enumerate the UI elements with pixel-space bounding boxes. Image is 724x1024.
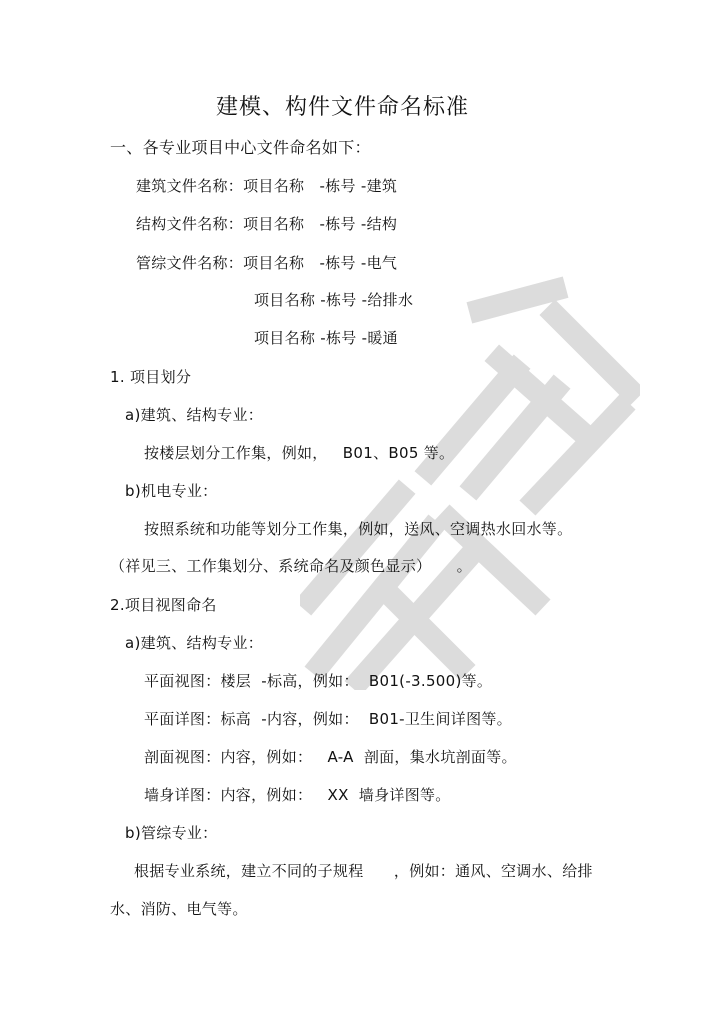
section1-item: 管综文件名称：项目名称 -栋号 -电气 bbox=[136, 254, 398, 272]
part1-a-label: a)建筑、结构专业： bbox=[125, 406, 264, 424]
section1-item: 建筑文件名称：项目名称 -栋号 -建筑 bbox=[136, 177, 398, 195]
section1-heading: 一、各专业项目中心文件命名如下： bbox=[110, 138, 371, 157]
section1-item: 项目名称 -栋号 -暖通 bbox=[254, 329, 398, 347]
part2-b-text: 根据专业系统，建立不同的子规程 ，例如：通风、空调水、给排 bbox=[134, 862, 593, 880]
part1-heading: 1. 项目划分 bbox=[110, 368, 192, 386]
section1-item: 项目名称 -栋号 -给排水 bbox=[254, 291, 414, 309]
part2-a-item: 平面详图：标高 -内容，例如： B01-卫生间详图等。 bbox=[144, 710, 512, 728]
part1-note: （祥见三、工作集划分、系统命名及颜色显示） 。 bbox=[110, 557, 472, 575]
part2-b-label: b)管综专业： bbox=[125, 824, 218, 842]
part2-a-item: 剖面视图：内容，例如： A-A 剖面，集水坑剖面等。 bbox=[144, 748, 517, 766]
part1-b-label: b)机电专业： bbox=[125, 482, 218, 500]
part2-a-item: 平面视图：楼层 -标高，例如： B01(-3.500)等。 bbox=[144, 672, 493, 690]
part2-heading: 2.项目视图命名 bbox=[110, 596, 217, 614]
part2-a-label: a)建筑、结构专业： bbox=[125, 634, 264, 652]
part2-a-item: 墙身详图：内容，例如： XX 墙身详图等。 bbox=[144, 786, 451, 804]
part1-a-text: 按楼层划分工作集，例如， B01、B05 等。 bbox=[144, 444, 455, 462]
section1-item: 结构文件名称：项目名称 -栋号 -结构 bbox=[136, 215, 398, 233]
part2-b-text: 水、消防、电气等。 bbox=[110, 900, 248, 918]
page-title: 建模、构件文件命名标准 bbox=[216, 95, 470, 120]
part1-b-text: 按照系统和功能等划分工作集，例如，送风、空调热水回水等。 bbox=[144, 520, 573, 538]
